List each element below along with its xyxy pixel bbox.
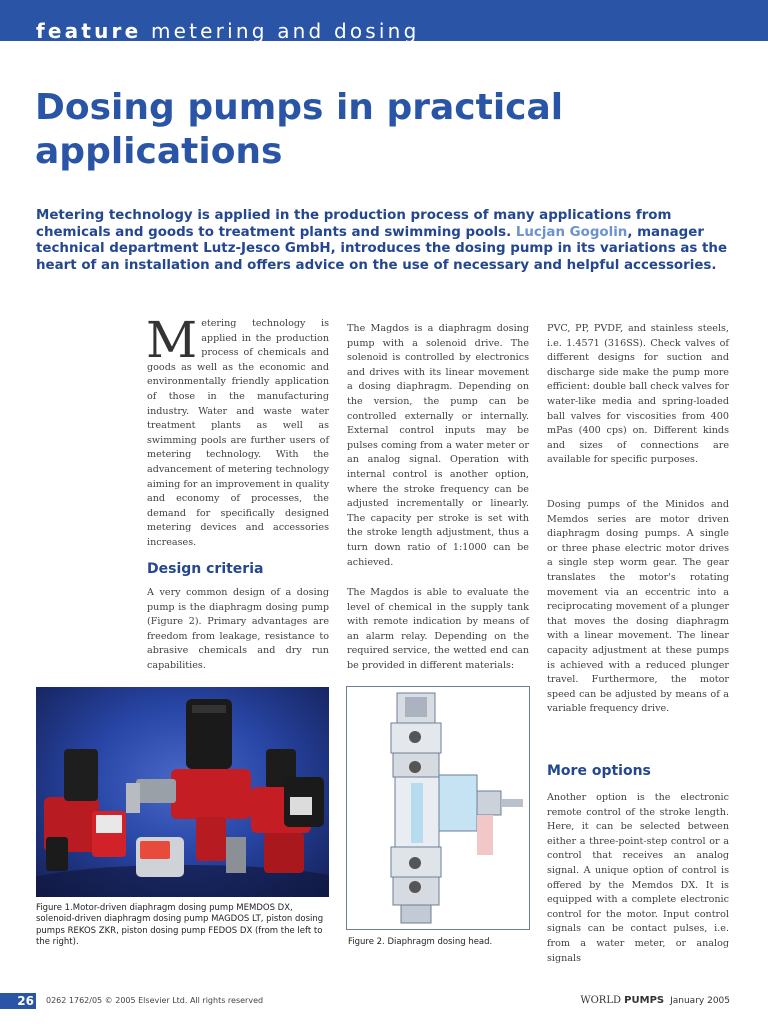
author-name[interactable]: Lucjan Gogolin: [515, 224, 628, 240]
article-title: Dosing pumps in practical applications: [35, 87, 564, 172]
dosing-head-cross-section: [347, 687, 529, 929]
section-kicker: [36, 19, 419, 41]
pump-lineup-illustration: [36, 687, 329, 897]
figure-2-diagram: [346, 686, 530, 930]
copyright-line: 0262 1762/05 © 2005 Elsevier Ltd. All rights reserved: [46, 996, 264, 1005]
body-col1-p2: A very common design of a dosing pump is the diaphragm dosing pump (Figure 2). Primary advantages are freedom from leakage, resistance to abrasive chemicals and dry run capabilities.: [147, 587, 329, 671]
body-col3-p2: Dosing pumps of the Minidos and Memdos series are motor driven diaphragm dosing pumps. A single or three phase electric motor drives a single step worm gear. The gear translates the motor's rotating movement via an eccentric into a reciprocating movement of a plunger that moves the dosing diaphragm with a linear movement. The linear capacity adjustment at these pumps is achieved with a reduced plunger travel. Furthermore, the motor speed can be adjusted by means of a variable frequency drive.: [547, 499, 729, 715]
drop-cap: M: [146, 311, 198, 369]
journal-name: [580, 995, 730, 1006]
section-header-bar: [0, 0, 768, 41]
journal-name-1: WORLD: [580, 995, 621, 1006]
body-col1-p1: [146, 311, 329, 551]
subheading-design-criteria: Design criteria: [147, 561, 264, 577]
figure-1-photo: [36, 687, 329, 897]
kicker-bold: feature: [36, 19, 142, 41]
figure-1-caption: Figure 1.Motor-driven diaphragm dosing pump MEMDOS DX, solenoid-driven diaphragm dosing pump MAGDOS LT, piston dosing pumps REKOS ZKR, piston dosing pump FEDOS DX (from the left to the right).: [36, 903, 324, 948]
standfirst-part-2: , manager technical department Lutz-Jesco GmbH, introduces the dosing pump in its variations as the heart of an installation and offers advice on the use of necessary and helpful accessories.: [36, 224, 728, 273]
body-col2-p2: The Magdos is able to evaluate the level of chemical in the supply tank with remote indication by means of an alarm relay. Depending on the required service, the wetted end can be provided in different materials:: [347, 587, 529, 671]
body-col1-p1-text: etering technology is applied in the production process of chemicals and goods as well as the economic and environmentally friendly application of those in the manufacturing industry. Water and waste water treatment plants as well as swimming pools are further users of metering technology. With the advancement of metering technology aiming for an improvement in quality and economy of processes, the demand for specifically designed metering devices and accessories increases.: [147, 318, 329, 548]
standfirst-part-1: Metering technology is applied in the production process of many applications from chemicals and goods to treatment plants and swimming pools.: [36, 208, 672, 240]
article-standfirst: [36, 208, 736, 274]
issue-date: January 2005: [670, 996, 730, 1006]
kicker-rest: metering and dosing: [150, 19, 420, 41]
subheading-more-options: More options: [547, 763, 651, 779]
body-col3-p3: Another option is the electronic remote control of the stroke length. Here, it can be selected between either a three-point-step control or a control that receives an analog signal. A unique option of control is offered by the Memdos DX. It is equipped with a complete electronic control for the motor. Input control signals can be contact pulses, i.e. from a water meter, or analog signals: [547, 792, 729, 964]
journal-name-2: PUMPS: [624, 995, 665, 1006]
page-footer: [0, 988, 768, 1018]
page-number: 26: [0, 993, 36, 1009]
figure-2-caption: Figure 2. Diaphragm dosing head.: [348, 937, 493, 947]
body-col3-p1: PVC, PP, PVDF, and stainless steels, i.e. 1.4571 (316SS). Check valves of different designs for suction and discharge side make the pump more efficient: double ball check valves for water-like media and spring-loaded ball valves for viscosities from 400 mPas (400 cps) on. Different kinds and sizes of connections are available for specific purposes.: [547, 323, 729, 466]
body-col2-p1: The Magdos is a diaphragm dosing pump with a solenoid drive. The solenoid is controlled by electronics and drives with its linear movement a dosing diaphragm. Depending on the version, the pump can be controlled externally or internally. External control inputs may be pulses coming from a water meter or an analog signal. Operation with internal control is another option, where the stroke frequency can be adjusted incrementally or linearly. The capacity per stroke is set with the stroke length adjustment, thus a turn down ratio of 1:1000 can be achieved.: [347, 323, 529, 568]
